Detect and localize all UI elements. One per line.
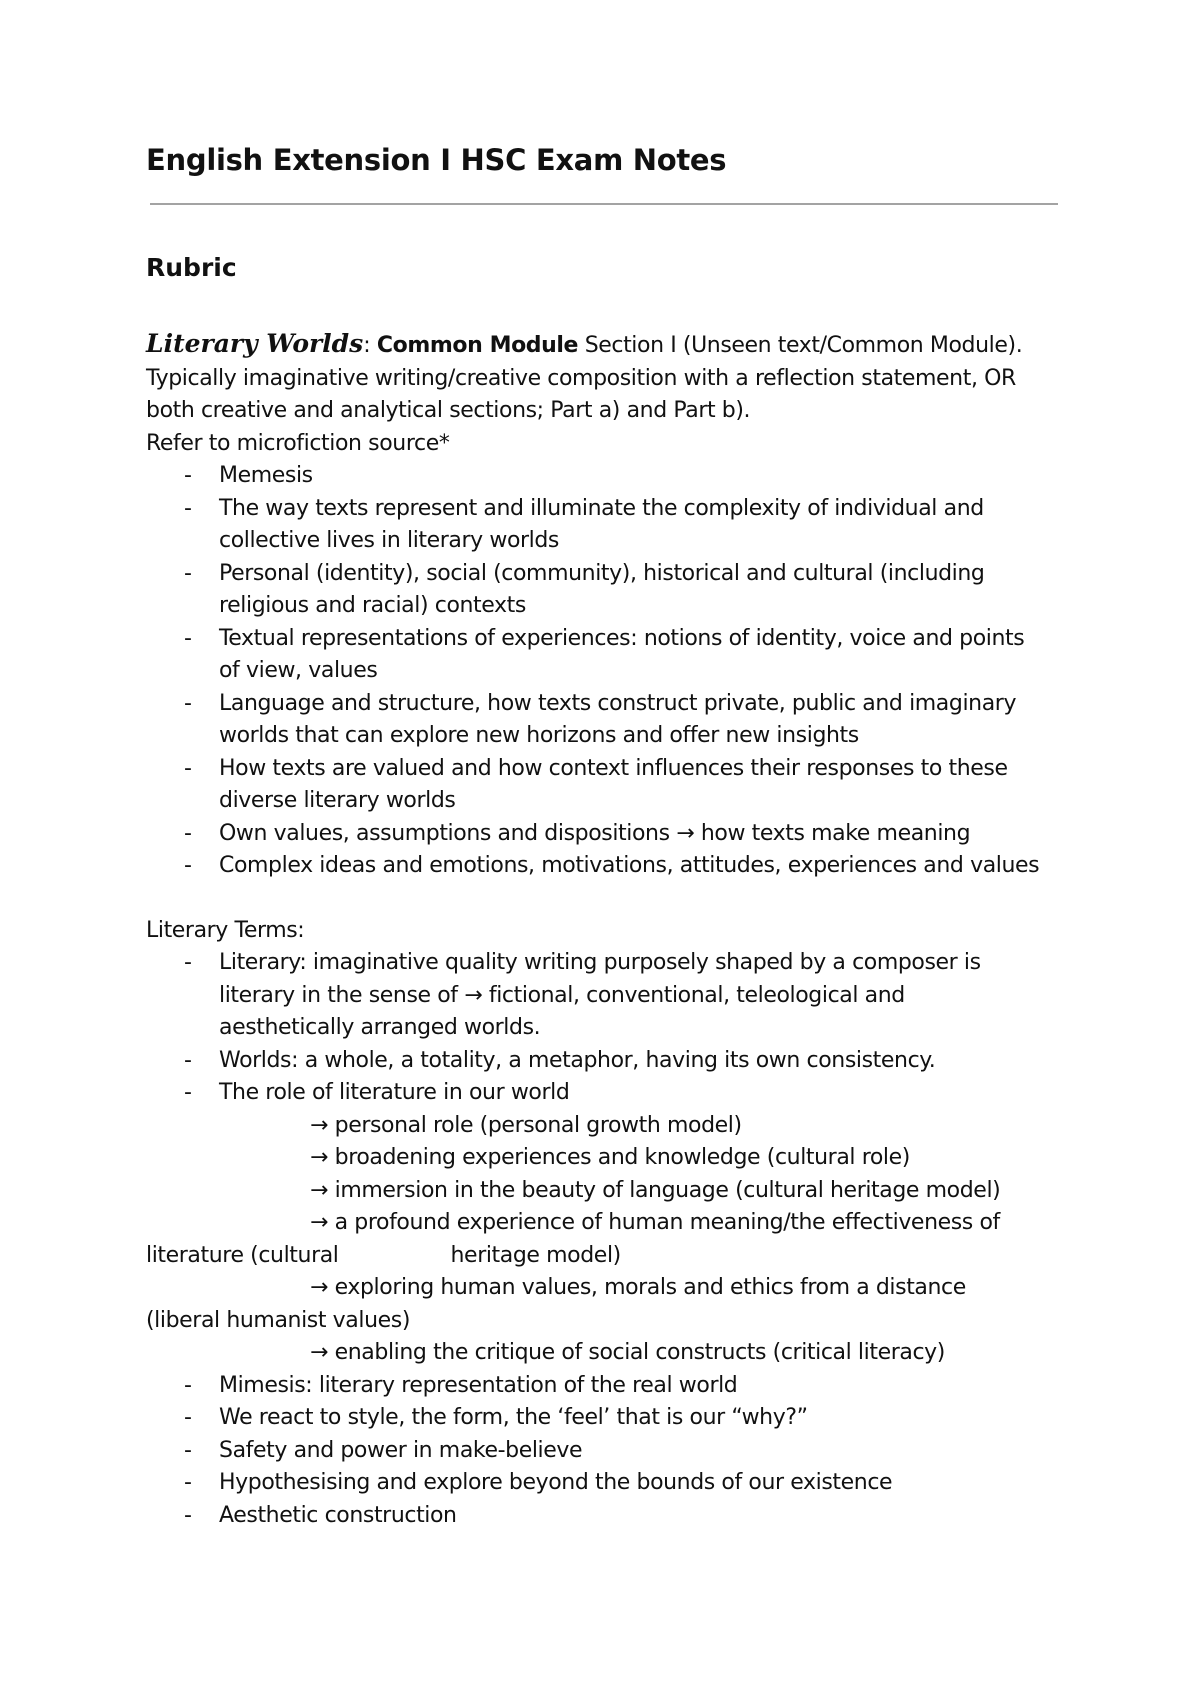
list-item — [146, 1435, 1076, 1468]
literary-worlds-list — [146, 460, 1076, 883]
list-item-text: aesthetically arranged worlds. — [219, 1015, 541, 1040]
list-item-text: collective lives in literary worlds — [219, 528, 559, 553]
role-item: → broadening experiences and knowledge (cultural role) — [310, 1145, 910, 1170]
literary-worlds-heading: Literary Worlds — [146, 329, 364, 358]
list-item-text: literary in the sense of → fictional, conventional, teleological and — [219, 982, 905, 1008]
literary-worlds-intro — [146, 328, 1076, 363]
list-item-text: How texts are valued and how context influences their responses to these — [219, 755, 1008, 781]
list-item — [146, 850, 1076, 883]
intro-line-4: Refer to microfiction source* — [146, 430, 450, 456]
list-item — [146, 688, 1076, 753]
list-item-text: Hypothesising and explore beyond the bounds of our existence — [219, 1470, 893, 1495]
list-item — [146, 1370, 1076, 1403]
role-continuation-text: literature (cultural — [146, 1242, 339, 1268]
literary-terms-heading: Literary Terms: — [146, 917, 305, 943]
literary-terms-list — [146, 947, 1076, 1110]
list-item-text: worlds that can explore new horizons and offer new insights — [219, 723, 859, 748]
role-item: → immersion in the beauty of language (cultural heritage model) — [310, 1177, 1001, 1203]
list-item-text: religious and racial) contexts — [219, 593, 526, 618]
literary-terms-tail-list — [146, 1370, 1076, 1533]
list-item-text: Safety and power in make-believe — [219, 1437, 583, 1463]
list-item-text: Memesis — [219, 463, 313, 488]
list-item — [146, 753, 1076, 818]
role-continuation: (liberal humanist values) — [146, 1307, 411, 1333]
page-title: English Extension I HSC Exam Notes — [146, 143, 727, 177]
list-item-text: Complex ideas and emotions, motivations, attitudes, experiences and values — [219, 853, 1040, 878]
list-item — [146, 1045, 1076, 1078]
list-item-text: of view, values — [219, 658, 378, 683]
list-item-text: Worlds: a whole, a totality, a metaphor, having its own consistency. — [219, 1047, 936, 1073]
intro-line-2: Typically imaginative writing/creative composition with a reflection statement, OR — [146, 365, 1016, 391]
role-item: → personal role (personal growth model) — [310, 1112, 742, 1138]
list-item — [146, 1077, 1076, 1110]
role-item: → exploring human values, morals and ethics from a distance — [310, 1275, 966, 1300]
heading-colon: : — [363, 333, 371, 358]
role-item: → enabling the critique of social constructs (critical literacy) — [310, 1340, 945, 1365]
list-item-text: Language and structure, how texts construct private, public and imaginary — [219, 690, 1017, 716]
title-divider — [150, 203, 1058, 205]
list-item — [146, 623, 1076, 688]
common-module-label: Common Module — [376, 333, 579, 358]
list-item — [146, 493, 1076, 558]
rubric-heading: Rubric — [146, 253, 237, 282]
list-item — [146, 1402, 1076, 1435]
role-continuation — [146, 1240, 1076, 1273]
list-item-text: The way texts represent and illuminate the complexity of individual and — [219, 495, 984, 521]
list-item-text: Mimesis: literary representation of the real world — [219, 1372, 738, 1398]
list-item-text: Literary: imaginative quality writing purposely shaped by a composer is — [219, 950, 981, 975]
list-item-text: Own values, assumptions and dispositions → how texts make meaning — [219, 820, 971, 846]
list-item — [146, 818, 1076, 851]
list-item — [146, 460, 1076, 493]
notes-body — [146, 328, 1076, 1532]
list-item — [146, 1467, 1076, 1500]
section-spacer — [146, 883, 1076, 915]
list-item-text: Personal (identity), social (community), historical and cultural (including — [219, 560, 985, 586]
role-continuation-text: heritage model) — [450, 1242, 621, 1268]
intro-line-3: both creative and analytical sections; Part a) and Part b). — [146, 398, 751, 423]
list-item-text: We react to style, the form, the ‘feel’ that is our “why?” — [219, 1405, 808, 1430]
list-item-text: diverse literary worlds — [219, 788, 456, 813]
list-item — [146, 1500, 1076, 1533]
list-item-text: Textual representations of experiences: notions of identity, voice and points — [219, 625, 1025, 651]
list-item — [146, 947, 1076, 1045]
list-item-text: Aesthetic construction — [219, 1502, 457, 1528]
list-item — [146, 558, 1076, 623]
intro-rest: Section I (Unseen text/Common Module). — [584, 333, 1023, 358]
role-item: → a profound experience of human meaning/the effectiveness of — [310, 1210, 1000, 1235]
list-item-text: The role of literature in our world — [219, 1080, 570, 1105]
